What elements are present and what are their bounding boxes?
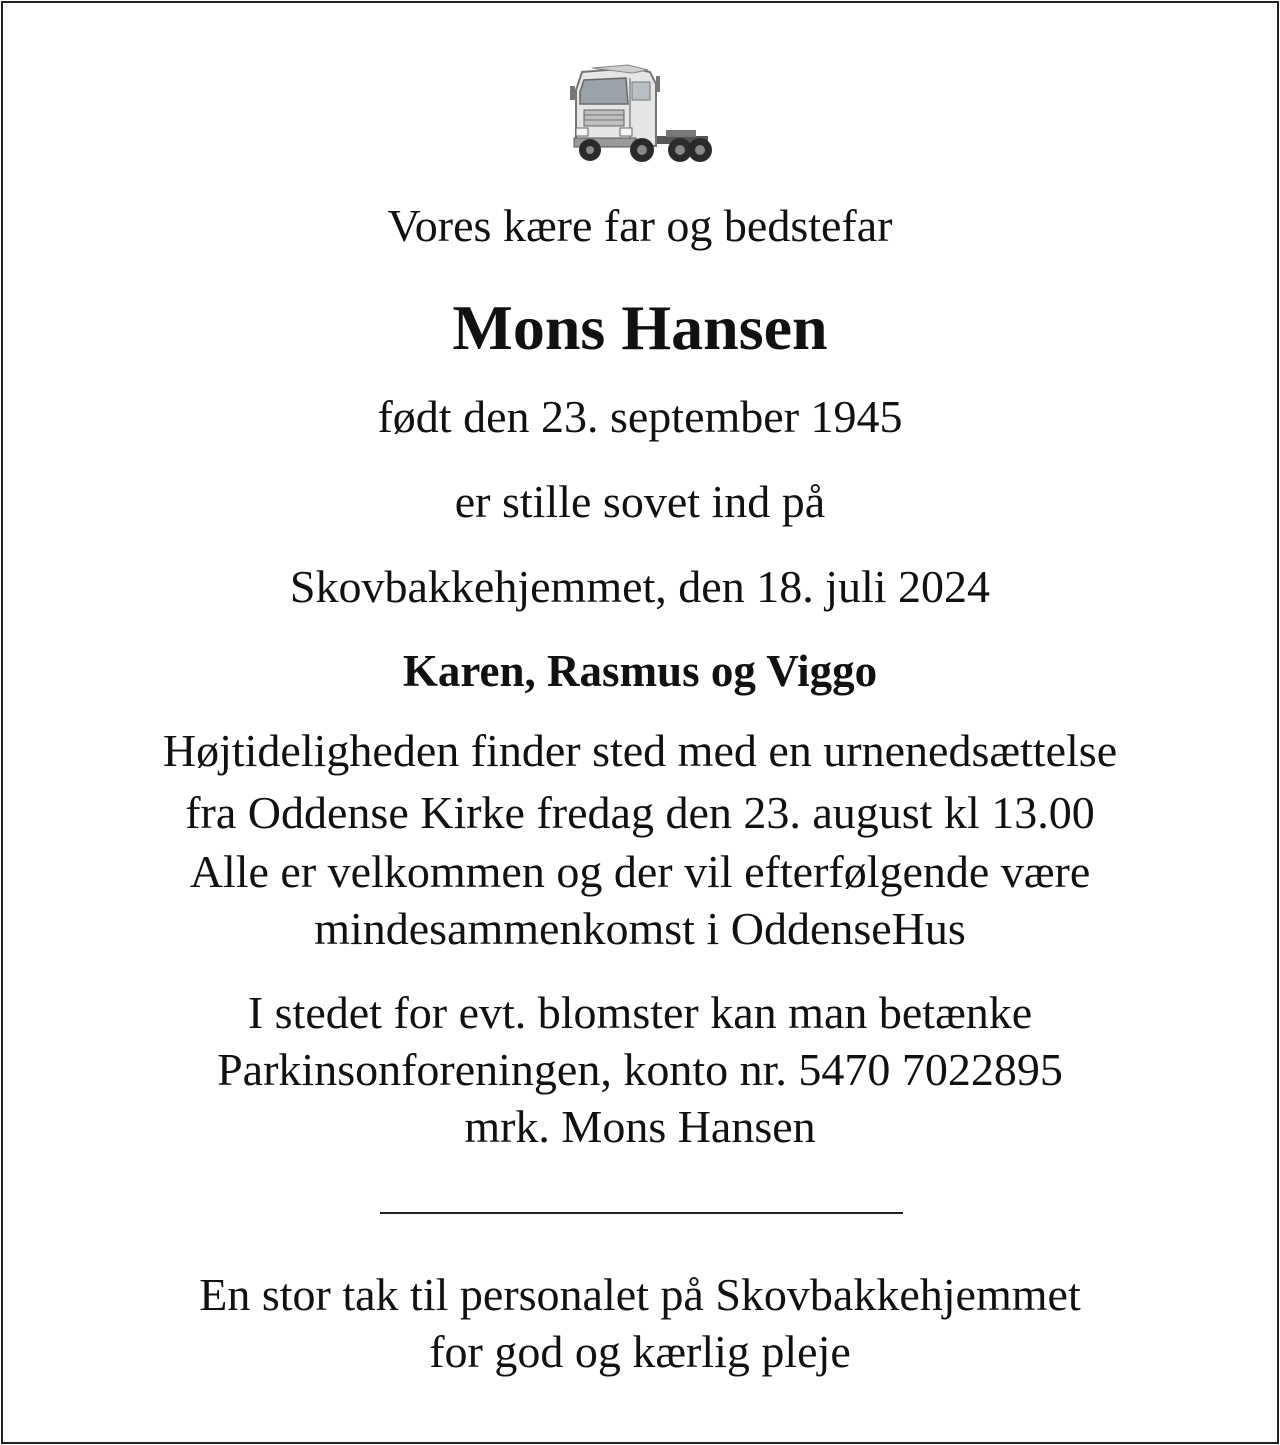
family-names: Karen, Rasmus og Viggo [402, 646, 878, 696]
ceremony-line: mindesammenkomst i OddenseHus [314, 903, 966, 954]
thanks-line: for god og kærlig pleje [429, 1326, 851, 1377]
truck-icon [570, 64, 712, 164]
passed-line-2: Skovbakkehjemmet, den 18. juli 2024 [289, 561, 991, 612]
donation-line: I stedet for evt. blomster kan man betænke [247, 987, 1033, 1038]
section-divider [380, 1212, 903, 1214]
birth-date: født den 23. september 1945 [377, 391, 903, 442]
thanks-line: En stor tak til personalet på Skovbakkehjemmet [199, 1269, 1081, 1320]
donation-line: mrk. Mons Hansen [464, 1101, 816, 1152]
passed-line-1: er stille sovet ind på [454, 476, 826, 527]
ceremony-line: Højtideligheden finder sted med en urnenedsættelse [162, 725, 1118, 776]
ceremony-line: fra Oddense Kirke fredag den 23. august kl 13.00 [185, 787, 1095, 838]
deceased-name: Mons Hansen [452, 292, 828, 363]
donation-line: Parkinsonforeningen, konto nr. 5470 7022895 [217, 1044, 1063, 1095]
intro-text: Vores kære far og bedstefar [387, 200, 893, 251]
ceremony-line: Alle er velkommen og der vil efterfølgende være [189, 846, 1091, 897]
